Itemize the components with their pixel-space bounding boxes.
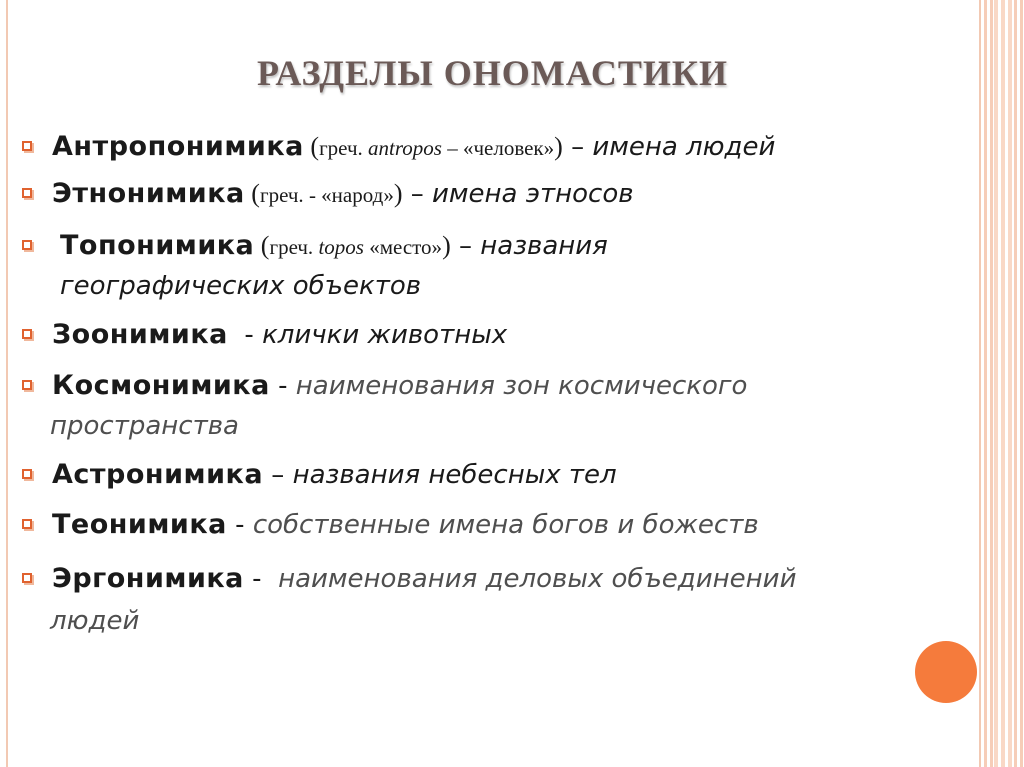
decorative-stripes <box>984 0 1024 767</box>
square-bullet-icon <box>22 519 32 529</box>
square-bullet-icon <box>22 141 32 151</box>
square-bullet-icon <box>22 188 32 198</box>
square-bullet-icon <box>22 380 32 390</box>
slide-title: РАЗДЕЛЫ ОНОМАСТИКИ <box>256 53 729 93</box>
square-bullet-icon <box>22 469 32 479</box>
square-bullet-icon <box>22 240 32 250</box>
square-bullet-icon <box>22 329 32 339</box>
square-bullet-icon <box>22 573 32 583</box>
decorative-circle <box>915 641 977 703</box>
